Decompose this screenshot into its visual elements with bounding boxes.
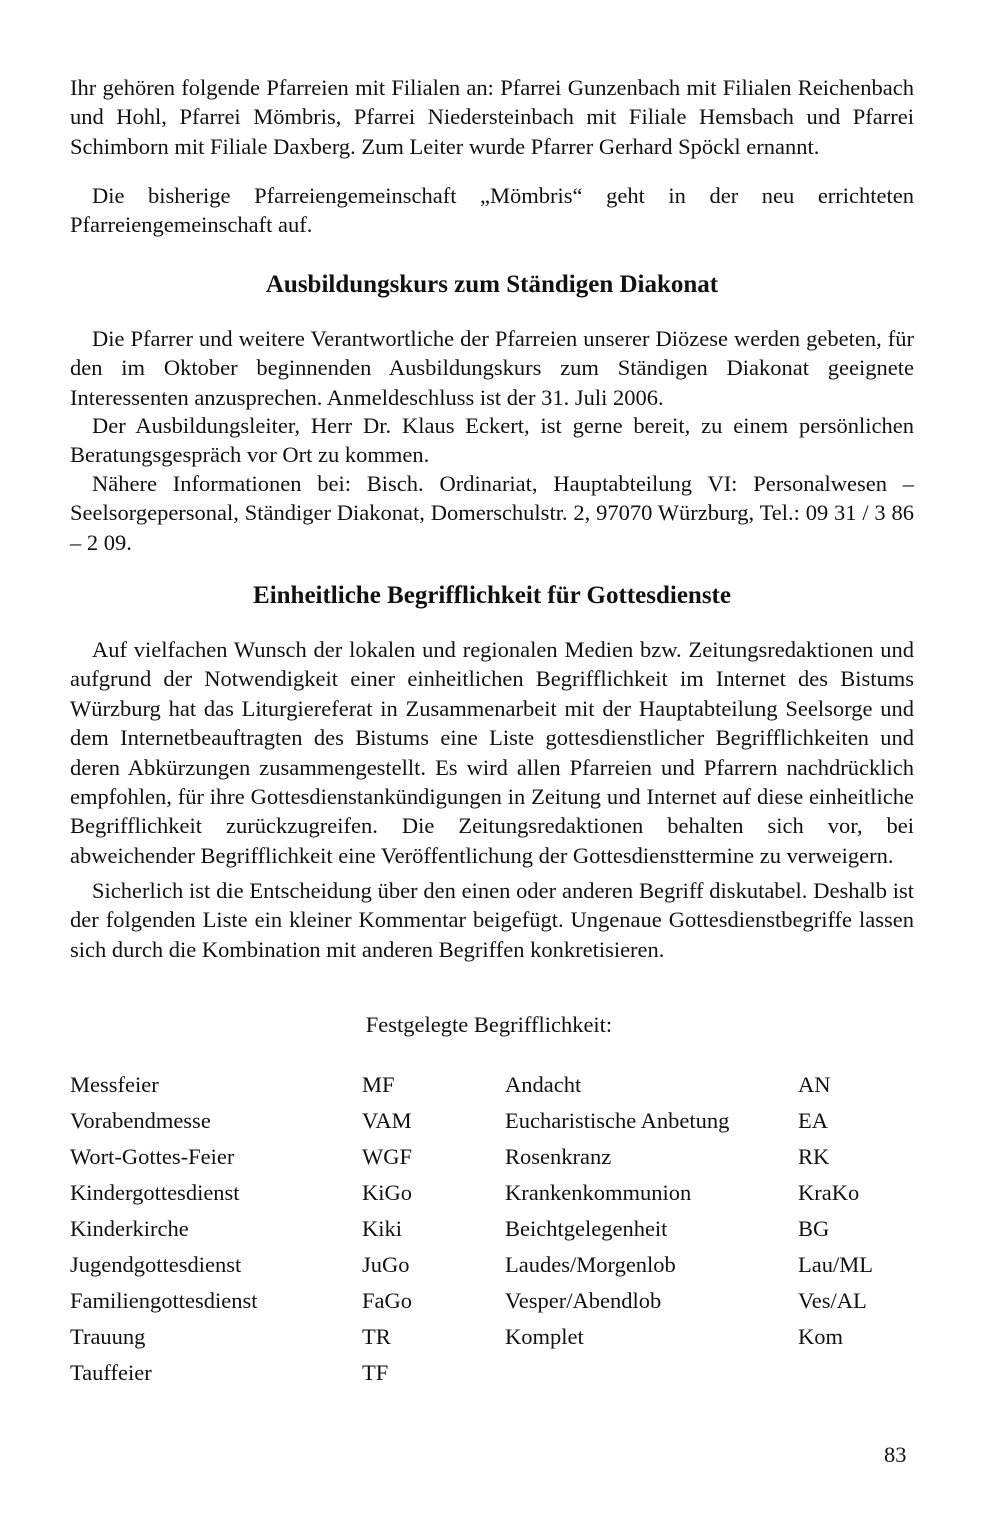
page-number: 83 bbox=[884, 1442, 907, 1467]
abbreviation-cell: Kiki bbox=[362, 1216, 403, 1241]
begrifflichkeit-paragraph-1: Auf vielfachen Wunsch der lokalen und regionalen Medien bzw. Zeitungsredaktionen und aufgrund der Notwendigkeit einer einheitlichen Begrifflichkeit im Internet des Bistums Würzburg hat das Liturgiereferat in Zusammenarbeit mit der Hauptabteilung Seelsorge und dem Internetbeauftragten des Bistums eine Liste gottesdienstlicher Begrifflichkeiten und deren Abkürzungen zusammengestellt. Es wird allen Pfarreien und Pfarrern nachdrücklich empfohlen, für ihre Gottesdienstankündigungen in Zeitung und Internet auf diese einheitliche Begrifflichkeit zurückzugreifen. Die Zeitungsredaktionen behalten sich vor, bei abweichender Begrifflichkeit eine Veröffentlichung der Gottesdiensttermine zu verweigern. bbox=[70, 637, 914, 868]
diakonat-paragraph-1: Die Pfarrer und weitere Verantwortliche der Pfarreien unserer Diözese werden gebeten, für den im Oktober beginnenden Ausbildungskurs zum Ständigen Diakonat geeignete Interessenten anzusprechen. Anmeldeschluss ist der 31. Juli 2006. bbox=[70, 326, 914, 410]
section-heading-begrifflichkeit: Einheitliche Begrifflichkeit für Gottesdienste bbox=[253, 582, 731, 609]
abbreviation-cell: AN bbox=[798, 1072, 831, 1097]
term-cell: Kindergottesdienst bbox=[70, 1180, 240, 1205]
diakonat-paragraph-2: Der Ausbildungsleiter, Herr Dr. Klaus Eckert, ist gerne bereit, zu einem persönlichen Beratungsgespräch vor Ort zu kommen. bbox=[70, 413, 914, 468]
abbreviation-cell: VAM bbox=[362, 1108, 412, 1133]
table-row bbox=[0, 1072, 1000, 1108]
term-cell: Krankenkommunion bbox=[505, 1180, 692, 1205]
term-cell: Vesper/Abendlob bbox=[505, 1288, 662, 1313]
abbreviation-cell: KraKo bbox=[798, 1180, 860, 1205]
term-cell: Komplet bbox=[505, 1324, 584, 1349]
term-cell: Vorabendmesse bbox=[70, 1108, 211, 1133]
abbreviation-cell: RK bbox=[798, 1144, 830, 1169]
abbreviation-cell: EA bbox=[798, 1108, 828, 1133]
term-cell: Eucharistische Anbetung bbox=[505, 1108, 730, 1133]
term-cell: Wort-Gottes-Feier bbox=[70, 1144, 235, 1169]
abbreviation-cell: KiGo bbox=[362, 1180, 412, 1205]
term-cell: Andacht bbox=[505, 1072, 582, 1097]
section-heading-diakonat: Ausbildungskurs zum Ständigen Diakonat bbox=[265, 271, 719, 298]
table-row bbox=[0, 1144, 1000, 1180]
abbreviation-cell: Lau/ML bbox=[798, 1252, 873, 1277]
table-row bbox=[0, 1108, 1000, 1144]
table-caption: Festgelegte Begrifflichkeit: bbox=[365, 1012, 613, 1037]
intro-paragraph-2: Die bisherige Pfarreiengemeinschaft „Mömbris“ geht in der neu errichteten Pfarreiengemeinschaft auf. bbox=[70, 183, 914, 238]
diakonat-paragraph-3: Nähere Informationen bei: Bisch. Ordinariat, Hauptabteilung VI: Personalwesen – Seelsorgepersonal, Ständiger Diakonat, Domerschulstr. 2, 97070 Würzburg, Tel.: 09 31 / 3 86 – 2 09. bbox=[70, 471, 914, 555]
term-cell: Familiengottesdienst bbox=[70, 1288, 258, 1313]
term-cell: Rosenkranz bbox=[505, 1144, 612, 1169]
term-cell: Jugendgottesdienst bbox=[70, 1252, 242, 1277]
abbreviation-cell: Ves/AL bbox=[798, 1288, 867, 1313]
abbreviation-cell: Kom bbox=[798, 1324, 843, 1349]
intro-paragraph-1: Ihr gehören folgende Pfarreien mit Filialen an: Pfarrei Gunzenbach mit Filialen Reichenbach und Hohl, Pfarrei Mömbris, Pfarrei Niedersteinbach mit Filiale Hemsbach und Pfarrei Schimborn mit Filiale Daxberg. Zum Leiter wurde Pfarrer Gerhard Spöckl ernannt. bbox=[70, 75, 914, 159]
begrifflichkeit-paragraph-2: Sicherlich ist die Entscheidung über den einen oder anderen Begriff diskutabel. Deshalb ist der folgenden Liste ein kleiner Kommentar beigefügt. Ungenaue Gottesdienstbegriffe lassen sich durch die Kombination mit anderen Begriffen konkretisieren. bbox=[70, 878, 914, 962]
table-row bbox=[0, 1180, 1000, 1216]
abbreviation-cell: MF bbox=[362, 1072, 395, 1097]
term-cell: Trauung bbox=[70, 1324, 146, 1349]
term-cell: Beichtgelegenheit bbox=[505, 1216, 668, 1241]
term-cell: Kinderkirche bbox=[70, 1216, 189, 1241]
term-cell: Laudes/Morgenlob bbox=[505, 1252, 676, 1277]
table-row bbox=[0, 1324, 1000, 1360]
abbreviation-cell: WGF bbox=[362, 1144, 412, 1169]
table-row bbox=[0, 1252, 1000, 1288]
abbreviation-cell: BG bbox=[798, 1216, 830, 1241]
term-cell: Tauffeier bbox=[70, 1360, 152, 1385]
table-row bbox=[0, 1288, 1000, 1324]
term-cell: Messfeier bbox=[70, 1072, 159, 1097]
abbreviation-cell: JuGo bbox=[362, 1252, 410, 1277]
table-row bbox=[0, 1216, 1000, 1252]
abbreviation-cell: TR bbox=[362, 1324, 391, 1349]
table-row bbox=[0, 1360, 1000, 1396]
abbreviation-cell: TF bbox=[362, 1360, 389, 1385]
abbreviation-cell: FaGo bbox=[362, 1288, 412, 1313]
